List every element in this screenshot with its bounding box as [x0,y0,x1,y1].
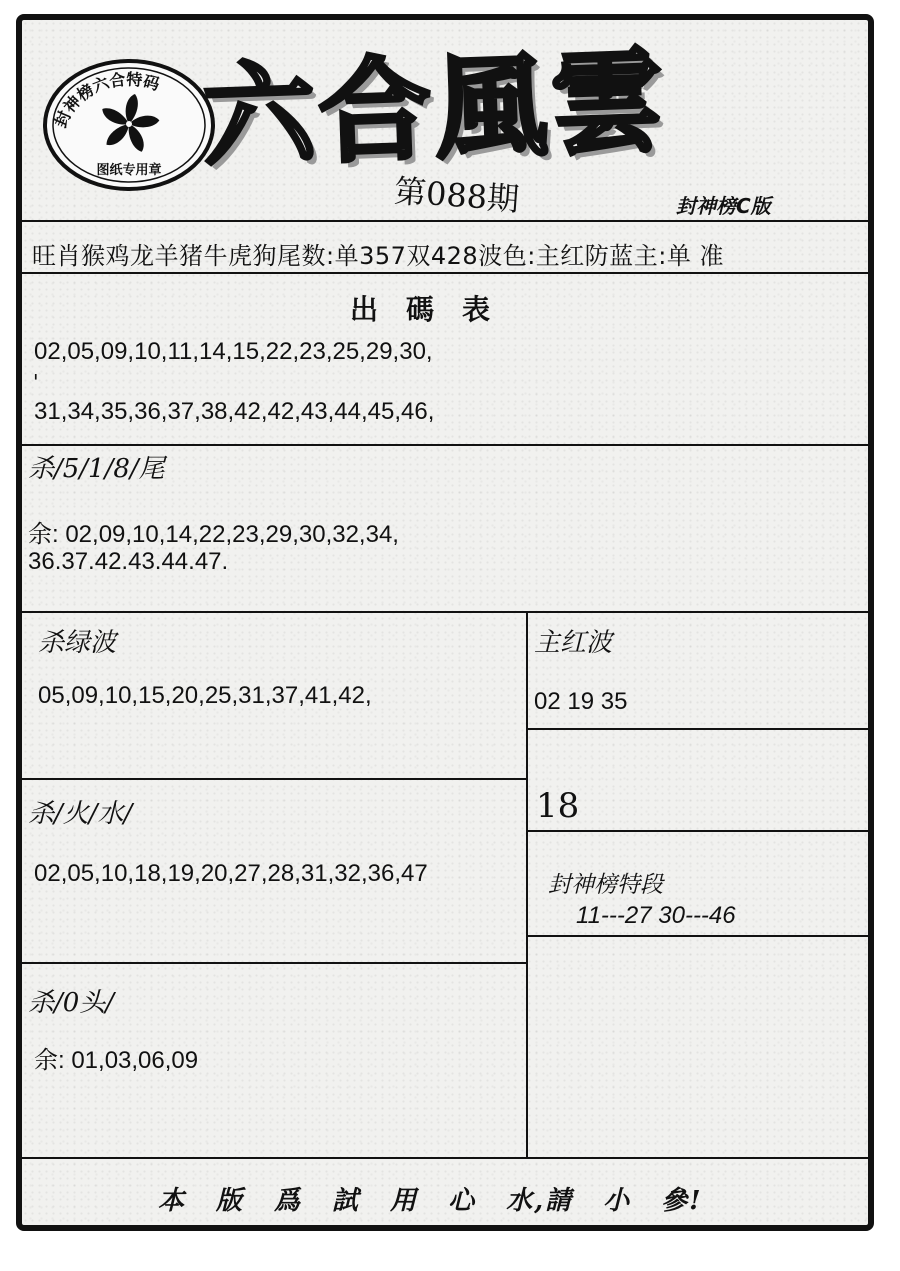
divider-right-2 [527,830,868,832]
divider-summary [22,272,868,274]
kill-head-label: 杀/0头/ [28,988,115,1018]
footer-char: 用 [390,1186,419,1216]
footer-char: 參! [661,1186,703,1216]
kill-head-numbers: 余: 01,03,06,09 [34,1047,199,1074]
divider-left-2 [22,962,528,964]
code-table-mark: ' [33,370,39,394]
seal-ring-text: 封神榜六合特码 [50,69,162,131]
main-red-label: 主红波 [534,628,613,658]
kill-fire-water-numbers: 02,05,10,18,19,20,27,28,31,32,36,47 [34,860,428,887]
page-title: 六合風雲 [200,35,670,183]
divider-kill-tail [22,611,868,613]
single-pick-number: 18 [536,786,580,826]
special-range-label: 封神榜特段 [548,872,663,898]
main-red-numbers: 02 19 35 [534,688,628,715]
footer-char: 爲 [274,1186,303,1216]
special-range-value: 11---27 30---46 [576,902,736,929]
code-table-line-1: 02,05,09,10,11,14,15,22,23,25,29,30, [34,338,433,365]
code-table-heading-char: 碼 [406,293,463,326]
version-label: 封神榜C版 [676,194,771,218]
kill-tail-line-2: 36.37.42.43.44.47. [28,548,229,575]
code-table-heading-char: 表 [462,293,519,326]
divider-vertical-main [526,611,528,1159]
divider-footer [22,1157,868,1159]
divider-left-1 [22,778,528,780]
footer-char: 水,請 [506,1186,574,1216]
issue-number: 第088期 [392,171,521,219]
footer-char: 試 [332,1186,361,1216]
footer-char: 版 [216,1186,245,1216]
divider-header [22,220,868,222]
kill-tail-label: 杀/5/1/8/尾 [28,454,165,484]
footer-disclaimer [158,1180,733,1217]
divider-code-table [22,444,868,446]
prediction-summary: 旺肖猴鸡龙羊猪牛虎狗尾数:单357双428波色:主红防蓝主:单 准 [32,242,725,270]
code-table-heading [350,288,518,328]
kill-tail-line-1: 余: 02,09,10,14,22,23,29,30,32,34, [28,521,399,548]
seal-bottom-text: 图纸专用章 [96,163,162,178]
kill-fire-water-label: 杀/火/水/ [28,799,133,829]
code-table-line-2: 31,34,35,36,37,38,42,42,43,44,45,46, [34,398,435,425]
footer-char: 本 [158,1186,187,1216]
divider-right-1 [527,728,868,730]
divider-right-3 [527,935,868,937]
kill-green-numbers: 05,09,10,15,20,25,31,37,41,42, [38,682,372,709]
kill-green-label: 杀绿波 [38,628,117,658]
footer-char: 心 [448,1186,477,1216]
footer-char: 小 [603,1186,632,1216]
seal-stamp [42,58,216,192]
code-table-heading-char: 出 [350,293,407,326]
